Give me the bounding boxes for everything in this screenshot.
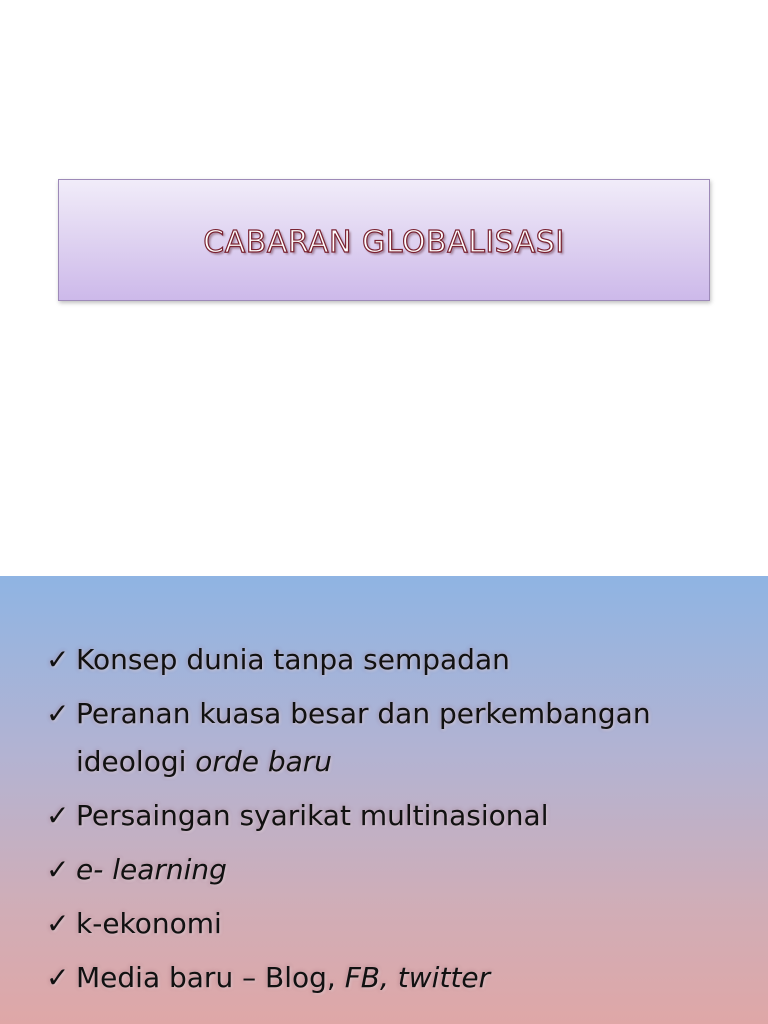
content-slide <box>0 576 768 1024</box>
bullet-item <box>46 900 746 948</box>
check-icon: ✓ <box>46 961 70 994</box>
bullet-text: Persaingan syarikat multinasional <box>76 799 549 832</box>
slide-title: CABARAN GLOBALISASI <box>203 224 565 260</box>
check-icon: ✓ <box>46 643 70 676</box>
title-box <box>58 179 710 301</box>
bullet-item <box>46 846 746 894</box>
check-icon: ✓ <box>46 799 70 832</box>
bullet-text-continued <box>76 738 746 786</box>
bullet-text: k-ekonomi <box>76 907 222 940</box>
bullet-item <box>46 636 746 684</box>
check-icon: ✓ <box>46 697 70 730</box>
bullet-text-italic: orde baru <box>195 745 333 778</box>
bullet-text-plain: ideologi <box>76 745 196 778</box>
bullet-text: e- learning <box>76 853 227 886</box>
check-icon: ✓ <box>46 907 70 940</box>
bullet-item <box>46 954 746 1002</box>
bullet-text-italic: FB, twitter <box>344 961 491 994</box>
bullet-item <box>46 792 746 840</box>
bullet-text: Peranan kuasa besar dan perkembangan <box>76 697 651 730</box>
bullet-item <box>46 690 746 786</box>
bullet-text-plain: Media baru – Blog, <box>76 961 345 994</box>
bullet-text: Konsep dunia tanpa sempadan <box>76 643 510 676</box>
bullet-list <box>46 636 746 1008</box>
check-icon: ✓ <box>46 853 70 886</box>
